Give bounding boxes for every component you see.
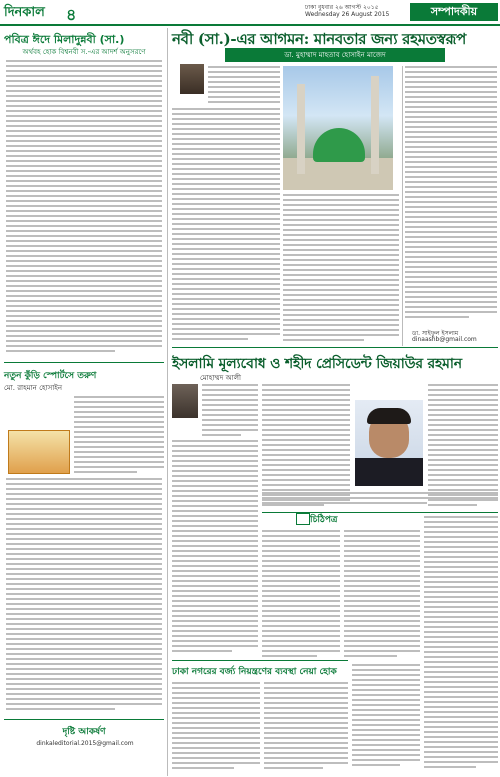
sports-headline: নতুন কুঁড়ি স্পোর্টসে তরুণ (4, 371, 97, 381)
zia-body-col2 (262, 384, 350, 508)
zia-headline: ইসলামি মূল্যবোধ ও শহীদ প্রেসিডেন্ট জিয়াউর রহমান (172, 356, 462, 372)
section-divider (4, 719, 164, 720)
sports-logo-image (8, 430, 70, 474)
envelope-icon (296, 513, 310, 525)
mosque-photo (283, 66, 393, 190)
newspaper-logo: দিনকাল (4, 5, 45, 20)
author-photo (180, 64, 204, 94)
main-article-body-2 (283, 194, 399, 344)
sports-byline: মো. রাহমান হোসাইন (4, 384, 63, 392)
dhaka-body-col1 (172, 682, 260, 774)
main-headline: নবী (সা.)-এর আগমন: মানবতার জন্য রহমতস্বরূপ (172, 30, 467, 48)
letters-title: চিঠিপত্র (310, 515, 338, 525)
dhaka-headline: ঢাকা নগরের বর্জ্য নিয়ন্ত্রণের ব্যবস্থা নেয়া হোক (172, 667, 337, 677)
section-divider (172, 660, 348, 661)
main-article-body (172, 108, 280, 344)
section-divider (4, 362, 164, 363)
column-divider (167, 28, 168, 776)
signature-name: ডা. সাইফুল ইসলাম (412, 330, 459, 337)
zia-intro (202, 384, 258, 438)
letters-col3 (424, 516, 498, 774)
zia-byline: মোহাম্মদ আলী (200, 374, 241, 382)
sports-body (6, 478, 162, 716)
letters-col2-continued (352, 664, 420, 774)
signature-email: dinaashb@gmail.com (412, 336, 477, 343)
left-headline: পবিত্র ঈদে মিলাদুন্নবী (সা.) (4, 33, 125, 46)
attention-email: dinkaleditorial.2015@gmail.com (36, 740, 134, 747)
author-photo-2 (172, 384, 198, 418)
main-article-intro (208, 66, 280, 106)
main-byline: ডা. মুহাম্মাদ মাহতাব হোসাইন মাজেদ (225, 48, 445, 62)
left-subhead: অর্থবহ হোক বিশ্বনবী স.-এর আদর্শ অনুসরণে (22, 48, 146, 56)
zia-body-col1 (172, 440, 258, 658)
left-article-body (6, 60, 162, 356)
page-number: ৪ (66, 5, 77, 24)
section-label: সম্পাদকীয় (410, 3, 498, 21)
zia-caption-lines (262, 492, 498, 510)
date-bangla: ঢাকা বুধবার ২৬ আগস্ট ২০১৫ (305, 4, 379, 11)
sports-intro (74, 396, 164, 476)
letters-col2 (344, 530, 420, 660)
letters-col1 (262, 530, 340, 660)
attention-title: দৃষ্টি আকর্ষণ (62, 727, 106, 737)
dhaka-body-col2 (264, 682, 348, 774)
column-divider (402, 66, 403, 346)
date-english: Wednesday 26 August 2015 (305, 11, 390, 18)
section-divider (172, 347, 498, 348)
zia-portrait-photo (355, 400, 423, 486)
right-column-body (405, 66, 497, 324)
